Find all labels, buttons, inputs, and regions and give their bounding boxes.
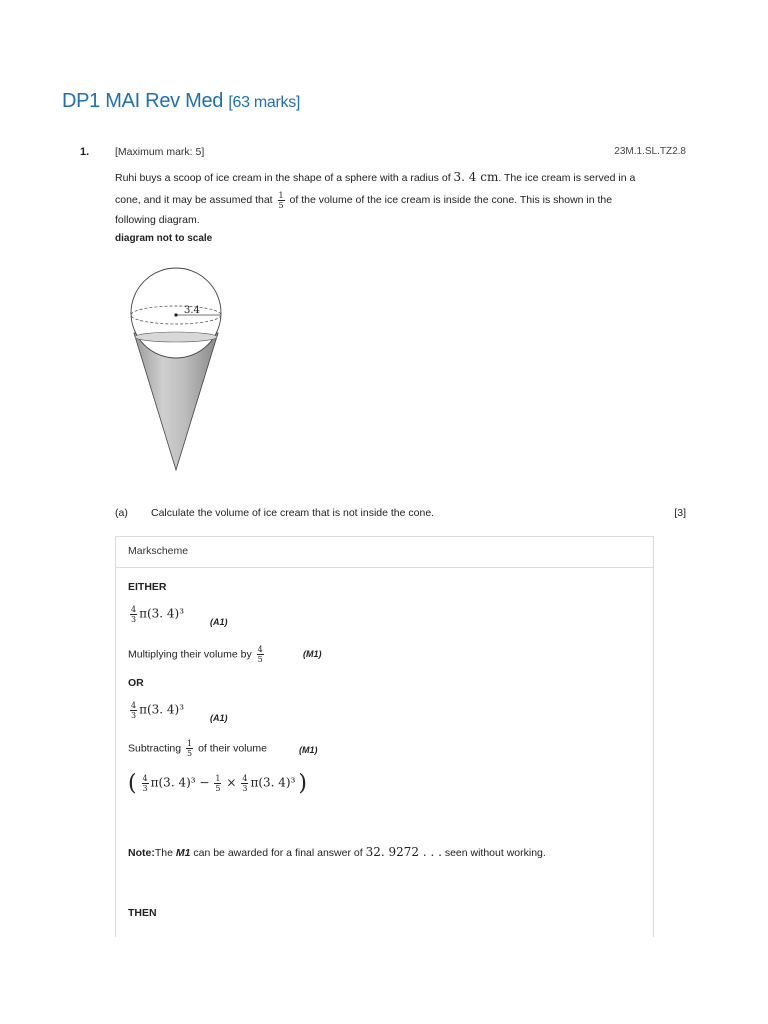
big-frac-3-den: 3 xyxy=(242,784,248,793)
expr1-frac-num: 4 xyxy=(131,605,137,614)
expr1-frac-den: 3 xyxy=(131,615,137,624)
m1-mark-1: (M1) xyxy=(303,649,322,659)
big-frac-2-num: 1 xyxy=(215,774,221,783)
sphere-outline xyxy=(131,268,221,358)
mult-fraction xyxy=(257,645,264,664)
question-code: 23M.1.SL.TZ2.8 xyxy=(614,146,686,157)
right-paren: ) xyxy=(298,771,307,796)
big-expression xyxy=(128,771,307,796)
note-label: Note: xyxy=(128,847,155,859)
big-expr-c: π(3. 4)³ xyxy=(250,775,296,790)
m1-mark-2: (M1) xyxy=(299,745,318,755)
fraction-numerator: 1 xyxy=(278,190,284,200)
note-text-1: The xyxy=(154,847,173,859)
big-frac-2-den: 5 xyxy=(215,784,221,793)
title-marks: [63 marks] xyxy=(228,94,301,111)
note-m1: M1 xyxy=(175,847,191,859)
note-value: 32. 9272 . . . xyxy=(365,845,442,859)
expr2-frac-num: 4 xyxy=(131,701,137,710)
max-mark: [Maximum mark: 5] xyxy=(115,146,205,158)
expr-line-2 xyxy=(128,701,184,720)
sub-frac-num: 1 xyxy=(187,739,193,748)
radius-label: 3.4 xyxy=(184,305,200,316)
title-text: DP1 MAI Rev Med xyxy=(62,90,224,112)
either-label: EITHER xyxy=(128,581,167,593)
big-frac-1 xyxy=(142,774,149,793)
expr1-fraction xyxy=(130,605,137,624)
big-expr-a: π(3. 4)³ − xyxy=(150,775,210,790)
big-frac-1-num: 4 xyxy=(142,774,148,783)
cone-top-ellipse xyxy=(135,332,217,342)
question-text-3: cone, and it may be assumed that xyxy=(115,194,273,206)
multiply-line xyxy=(128,645,266,664)
big-frac-1-den: 3 xyxy=(142,784,148,793)
multiply-text: Multiplying their volume by xyxy=(128,648,252,661)
question-text-5: following diagram. xyxy=(115,214,200,226)
question-text xyxy=(115,160,655,226)
note-text-2: can be awarded for a final answer of xyxy=(193,847,363,859)
then-label: THEN xyxy=(128,907,157,919)
mult-frac-num: 4 xyxy=(257,645,263,654)
subtract-text-2: of their volume xyxy=(198,742,267,755)
sub-fraction xyxy=(186,739,193,758)
big-frac-3-num: 4 xyxy=(242,774,248,783)
subtract-line xyxy=(128,739,267,758)
ice-cream-cone-diagram xyxy=(120,265,230,475)
big-frac-2 xyxy=(214,774,221,793)
note-line xyxy=(128,845,546,859)
sphere-center xyxy=(174,313,177,316)
or-label: OR xyxy=(128,677,144,689)
fraction-denominator: 5 xyxy=(278,200,284,210)
left-paren: ( xyxy=(128,771,137,796)
mult-frac-den: 5 xyxy=(257,655,263,664)
question-text-4: of the volume of the ice cream is inside the cone. This is shown in the xyxy=(289,194,613,206)
page-title xyxy=(62,90,300,113)
expr2-frac-den: 3 xyxy=(131,711,137,720)
sub-frac-den: 5 xyxy=(187,749,193,758)
question-text-2: . The ice cream is served in a xyxy=(498,172,636,184)
big-expr-b: × xyxy=(226,775,237,790)
radius-math: 3. 4 cm xyxy=(453,170,499,184)
subtract-text-1: Subtracting xyxy=(128,742,182,755)
fraction-one-fifth xyxy=(278,191,285,210)
question-text-1: Ruhi buys a scoop of ice cream in the shape of a sphere with a radius of xyxy=(115,172,451,184)
expr2-fraction xyxy=(130,701,137,720)
a1-mark-2: (A1) xyxy=(210,713,228,723)
markscheme-box xyxy=(115,536,654,937)
markscheme-header: Markscheme xyxy=(116,537,653,568)
expr1: π(3. 4)³ xyxy=(139,606,185,621)
big-frac-3 xyxy=(241,774,248,793)
diagram-caption: diagram not to scale xyxy=(115,233,213,244)
expr-line-1 xyxy=(128,605,184,624)
question-number: 1. xyxy=(80,146,90,158)
a1-mark-1: (A1) xyxy=(210,617,228,627)
part-a-label: (a) xyxy=(115,507,128,519)
part-a-marks: [3] xyxy=(674,507,686,519)
expr2: π(3. 4)³ xyxy=(139,702,185,717)
part-a-text: Calculate the volume of ice cream that is not inside the cone. xyxy=(151,507,435,519)
note-text-3: seen without working. xyxy=(444,847,546,859)
